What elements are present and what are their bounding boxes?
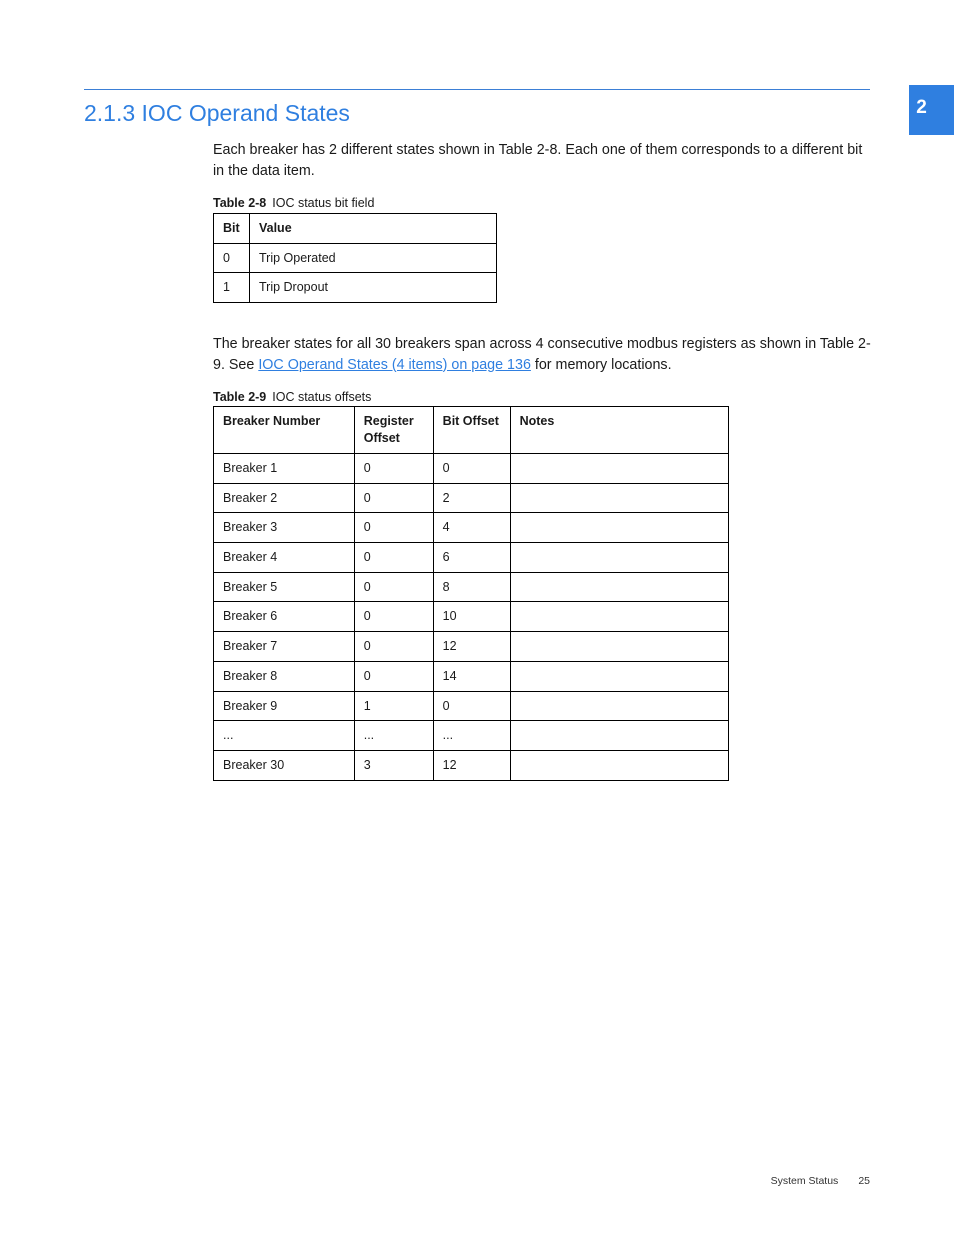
table-row bbox=[214, 273, 497, 303]
cell-bit-offset: 10 bbox=[433, 602, 510, 632]
cell-register-offset: 0 bbox=[354, 513, 433, 543]
cell-register-offset: 1 bbox=[354, 691, 433, 721]
table-header-row bbox=[214, 407, 729, 454]
cell-register-offset: 3 bbox=[354, 750, 433, 780]
cell-breaker-number: Breaker 7 bbox=[214, 632, 355, 662]
table-row bbox=[214, 661, 729, 691]
column-header-register-offset: Register Offset bbox=[354, 407, 433, 454]
cell-register-offset: 0 bbox=[354, 632, 433, 662]
table-row bbox=[214, 750, 729, 780]
table-row bbox=[214, 243, 497, 273]
table-2-8-caption bbox=[213, 195, 374, 211]
cell-breaker-number: Breaker 4 bbox=[214, 543, 355, 573]
cell-register-offset: 0 bbox=[354, 483, 433, 513]
table-row bbox=[214, 483, 729, 513]
cell-bit-offset: ... bbox=[433, 721, 510, 751]
table-row bbox=[214, 691, 729, 721]
header-rule bbox=[84, 89, 870, 90]
cell-breaker-number: Breaker 3 bbox=[214, 513, 355, 543]
column-header-notes: Notes bbox=[510, 407, 728, 454]
table-header-row bbox=[214, 214, 497, 244]
table-row bbox=[214, 572, 729, 602]
table-row bbox=[214, 513, 729, 543]
cell-notes bbox=[510, 750, 728, 780]
cell-breaker-number: Breaker 6 bbox=[214, 602, 355, 632]
cell-bit: 0 bbox=[214, 243, 250, 273]
cell-register-offset: 0 bbox=[354, 454, 433, 484]
cell-bit-offset: 6 bbox=[433, 543, 510, 573]
table-row bbox=[214, 543, 729, 573]
cell-value: Trip Operated bbox=[249, 243, 496, 273]
table-row bbox=[214, 721, 729, 751]
cell-value: Trip Dropout bbox=[249, 273, 496, 303]
cell-notes bbox=[510, 602, 728, 632]
table-row bbox=[214, 454, 729, 484]
offsets-paragraph bbox=[213, 334, 873, 375]
chapter-tab: 2 bbox=[909, 85, 954, 135]
cell-notes bbox=[510, 661, 728, 691]
column-header-bit: Bit bbox=[214, 214, 250, 244]
section-title: 2.1.3 IOC Operand States bbox=[84, 100, 350, 126]
cell-notes bbox=[510, 513, 728, 543]
cell-bit-offset: 8 bbox=[433, 572, 510, 602]
table-2-9-caption bbox=[213, 389, 371, 405]
cell-bit-offset: 14 bbox=[433, 661, 510, 691]
cell-notes bbox=[510, 691, 728, 721]
cell-breaker-number: ... bbox=[214, 721, 355, 751]
cell-bit-offset: 0 bbox=[433, 691, 510, 721]
ioc-status-bit-field-table bbox=[213, 213, 497, 303]
cell-register-offset: ... bbox=[354, 721, 433, 751]
table-row bbox=[214, 602, 729, 632]
cell-notes bbox=[510, 483, 728, 513]
ioc-status-offsets-table bbox=[213, 406, 729, 781]
caption-number: Table 2-9 bbox=[213, 390, 267, 404]
cell-breaker-number: Breaker 30 bbox=[214, 750, 355, 780]
cell-breaker-number: Breaker 1 bbox=[214, 454, 355, 484]
footer-section-name: System Status bbox=[770, 1175, 839, 1187]
cell-bit-offset: 12 bbox=[433, 750, 510, 780]
column-header-bit-offset: Bit Offset bbox=[433, 407, 510, 454]
cell-breaker-number: Breaker 9 bbox=[214, 691, 355, 721]
cell-register-offset: 0 bbox=[354, 543, 433, 573]
cell-bit: 1 bbox=[214, 273, 250, 303]
table-row bbox=[214, 632, 729, 662]
cell-notes bbox=[510, 572, 728, 602]
cell-register-offset: 0 bbox=[354, 572, 433, 602]
paragraph-text: The breaker states for all 30 breakers span across 4 consecutive modbus registers as shown in Table 2-9. See bbox=[213, 336, 871, 373]
page-number: 25 bbox=[858, 1175, 870, 1187]
cell-notes bbox=[510, 632, 728, 662]
cell-notes bbox=[510, 543, 728, 573]
column-header-value: Value bbox=[249, 214, 496, 244]
intro-paragraph: Each breaker has 2 different states shown in Table 2-8. Each one of them corresponds to a different bit in the data item. bbox=[213, 142, 863, 179]
column-header-breaker-number: Breaker Number bbox=[214, 407, 355, 454]
cell-breaker-number: Breaker 2 bbox=[214, 483, 355, 513]
ioc-operand-states-link[interactable]: IOC Operand States (4 items) on page 136 bbox=[258, 356, 531, 373]
cell-notes bbox=[510, 454, 728, 484]
cell-bit-offset: 2 bbox=[433, 483, 510, 513]
caption-number: Table 2-8 bbox=[213, 196, 267, 210]
caption-text: IOC status bit field bbox=[272, 196, 375, 210]
page-footer bbox=[771, 1175, 870, 1187]
cell-register-offset: 0 bbox=[354, 602, 433, 632]
paragraph-text: for memory locations. bbox=[530, 356, 672, 373]
cell-register-offset: 0 bbox=[354, 661, 433, 691]
cell-notes bbox=[510, 721, 728, 751]
cell-breaker-number: Breaker 8 bbox=[214, 661, 355, 691]
caption-text: IOC status offsets bbox=[272, 390, 372, 404]
cell-bit-offset: 0 bbox=[433, 454, 510, 484]
cell-bit-offset: 12 bbox=[433, 632, 510, 662]
cell-bit-offset: 4 bbox=[433, 513, 510, 543]
cell-breaker-number: Breaker 5 bbox=[214, 572, 355, 602]
